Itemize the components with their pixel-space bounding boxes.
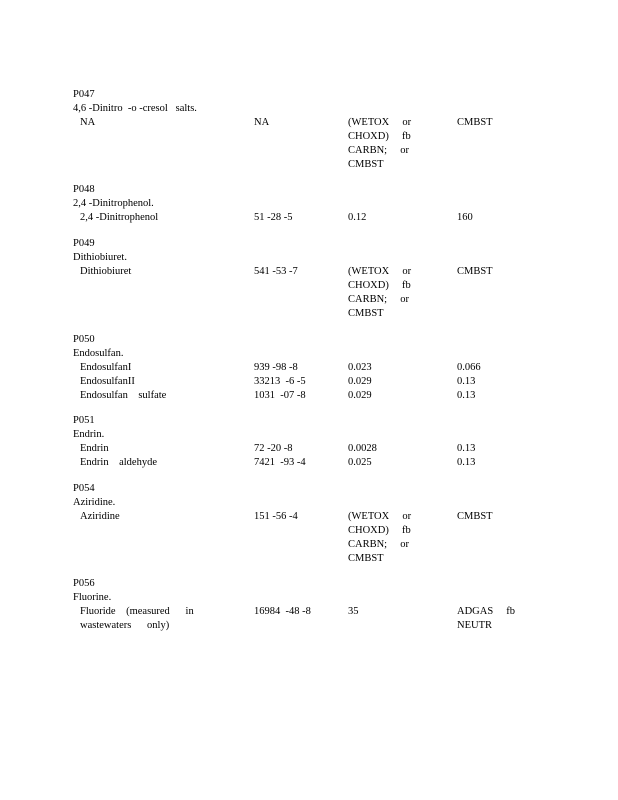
nonwastewater-standard-line: 160: [457, 212, 473, 223]
constituent-name: [80, 389, 166, 403]
wastewater-standard-line: CARBN; or: [348, 539, 409, 550]
waste-entry-p047: [73, 88, 593, 172]
waste-code: P049: [73, 238, 95, 249]
wastewater-standard-line: (WETOX or: [348, 117, 412, 128]
cas-number: 72 -20 -8: [254, 443, 293, 454]
nonwastewater-standard-line: CMBST: [457, 511, 493, 522]
constituent-name-line: EndosulfanI: [80, 362, 132, 373]
nonwastewater-standard: [457, 605, 527, 633]
nonwastewater-standard-line: NEUTR: [457, 620, 492, 631]
nonwastewater-standard: [457, 361, 527, 375]
waste-name: Dithiobiuret.: [73, 252, 127, 263]
nonwastewater-standard: [457, 375, 527, 389]
constituent-name: [80, 375, 135, 389]
waste-code: P056: [73, 578, 95, 589]
nonwastewater-standard: [457, 510, 527, 524]
wastewater-standard: [348, 389, 428, 403]
cas-number: 51 -28 -5: [254, 212, 293, 223]
constituent-row: [73, 116, 593, 172]
wastewater-standard: [348, 456, 428, 470]
constituent-row: [73, 442, 593, 456]
constituent-name-line: Dithiobiuret: [80, 266, 132, 277]
waste-entry-p050: [73, 333, 593, 403]
nonwastewater-standard-line: ADGAS fb: [457, 606, 516, 617]
wastewater-standard: [348, 605, 428, 619]
nonwastewater-standard-line: 0.13: [457, 443, 476, 454]
constituent-name-line: Endrin aldehyde: [80, 457, 157, 468]
waste-name: Fluorine.: [73, 592, 112, 603]
nonwastewater-standard-line: 0.13: [457, 376, 476, 387]
waste-name: Endrin.: [73, 429, 105, 440]
waste-name: Endosulfan.: [73, 348, 124, 359]
constituent-name: [80, 510, 120, 524]
wastewater-standard: [348, 375, 428, 389]
constituent-name: [80, 456, 157, 470]
nonwastewater-standard-line: 0.066: [457, 362, 481, 373]
wastewater-standard-line: 0.0028: [348, 443, 377, 454]
constituent-name-line: NA: [80, 117, 96, 128]
constituent-name-line: Endrin: [80, 443, 109, 454]
wastewater-standard-line: 0.025: [348, 457, 372, 468]
waste-code: P050: [73, 334, 95, 345]
nonwastewater-standard: [457, 116, 527, 130]
cas-number: 151 -56 -4: [254, 511, 298, 522]
wastewater-standard: [348, 361, 428, 375]
waste-entry-p048: [73, 183, 593, 225]
wastewater-standard-line: 0.023: [348, 362, 372, 373]
constituent-row: [73, 211, 593, 225]
wastewater-standard-line: CMBST: [348, 553, 384, 564]
cas-number: 33213 -6 -5: [254, 376, 306, 387]
constituent-row: [73, 361, 593, 375]
cas-number: 7421 -93 -4: [254, 457, 306, 468]
waste-entry-p056: [73, 577, 593, 633]
waste-name: 4,6 -Dinitro -o -cresol salts.: [73, 103, 197, 114]
wastewater-standard: [348, 116, 428, 172]
constituent-row: [73, 389, 593, 403]
wastewater-standard-line: CMBST: [348, 159, 384, 170]
nonwastewater-standard: [457, 442, 527, 456]
waste-name: Aziridine.: [73, 497, 116, 508]
wastewater-standard-line: 0.12: [348, 212, 367, 223]
nonwastewater-standard: [457, 389, 527, 403]
constituent-name: [80, 442, 109, 456]
wastewater-standard-line: 0.029: [348, 376, 372, 387]
wastewater-standard-line: CHOXD) fb: [348, 131, 411, 142]
cas-number: 1031 -07 -8: [254, 390, 306, 401]
waste-entry-p054: [73, 482, 593, 566]
wastewater-standard-line: CHOXD) fb: [348, 280, 411, 291]
wastewater-standard: [348, 442, 428, 456]
wastewater-standard-line: (WETOX or: [348, 266, 412, 277]
wastewater-standard-line: CARBN; or: [348, 145, 409, 156]
wastewater-standard-line: 35: [348, 606, 359, 617]
cas-number: 939 -98 -8: [254, 362, 298, 373]
constituent-name-line: Aziridine: [80, 511, 120, 522]
constituent-name-line: EndosulfanII: [80, 376, 135, 387]
cas-number: 541 -53 -7: [254, 266, 298, 277]
nonwastewater-standard-line: 0.13: [457, 390, 476, 401]
nonwastewater-standard: [457, 456, 527, 470]
constituent-name-line: Endosulfan sulfate: [80, 390, 167, 401]
wastewater-standard: [348, 211, 428, 225]
constituent-row: [73, 375, 593, 389]
constituent-name: [80, 211, 158, 225]
wastewater-standard-line: CHOXD) fb: [348, 525, 411, 536]
nonwastewater-standard-line: CMBST: [457, 266, 493, 277]
constituent-name: [80, 116, 95, 130]
waste-code: P047: [73, 89, 95, 100]
constituent-name: [80, 605, 194, 633]
cas-number: NA: [254, 117, 270, 128]
nonwastewater-standard-line: 0.13: [457, 457, 476, 468]
constituent-name: [80, 265, 131, 279]
waste-entry-p049: [73, 237, 593, 321]
wastewater-standard-line: 0.029: [348, 390, 372, 401]
cas-number: 16984 -48 -8: [254, 606, 311, 617]
nonwastewater-standard: [457, 211, 527, 225]
constituent-row: [73, 265, 593, 321]
constituent-row: [73, 605, 593, 633]
constituent-name-line: 2,4 -Dinitrophenol: [80, 212, 159, 223]
waste-code: P054: [73, 483, 95, 494]
wastewater-standard-line: (WETOX or: [348, 511, 412, 522]
waste-entry-p051: [73, 414, 593, 470]
wastewater-standard-line: CMBST: [348, 308, 384, 319]
nonwastewater-standard-line: CMBST: [457, 117, 493, 128]
constituent-name-line: wastewaters only): [80, 620, 170, 631]
wastewater-standard-line: CARBN; or: [348, 294, 409, 305]
constituent-row: [73, 456, 593, 470]
nonwastewater-standard: [457, 265, 527, 279]
waste-name: 2,4 -Dinitrophenol.: [73, 198, 154, 209]
constituent-name-line: Fluoride (measured in: [80, 606, 194, 617]
wastewater-standard: [348, 265, 428, 321]
constituent-name: [80, 361, 131, 375]
constituent-row: [73, 510, 593, 566]
waste-code: P048: [73, 184, 95, 195]
waste-code: P051: [73, 415, 95, 426]
wastewater-standard: [348, 510, 428, 566]
